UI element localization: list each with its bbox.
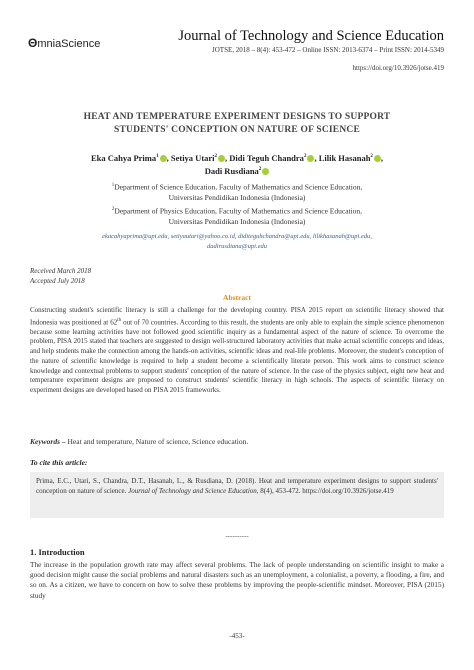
citation-doi-link[interactable]: https://doi.org/10.3926/jotse.419 xyxy=(302,486,394,495)
abstract-heading: Abstract xyxy=(223,293,251,302)
header-doi-link[interactable]: https://doi.org/10.3926/jotse.419 xyxy=(352,64,444,72)
keywords-label: Keywords – xyxy=(30,437,66,446)
logo-text: mniaScience xyxy=(37,38,101,50)
accepted-date: Accepted July 2018 xyxy=(30,276,85,285)
citation-text: Prima, E.C., Utari, S., Chandra, D.T., Hasanah, L., & Rusdiana, D. (2018). Heat and temperature experiment designs to support students' conception on nature of science. Journal of Technology and Science Education, 8(4), 453-472. https://doi.org/10.3926/jotse.419 xyxy=(36,477,438,495)
orcid-icon[interactable] xyxy=(218,155,225,162)
title-line-2: STUDENTS' CONCEPTION ON NATURE OF SCIENCE xyxy=(113,125,360,135)
title-line-1: HEAT AND TEMPERATURE EXPERIMENT DESIGNS TO SUPPORT xyxy=(83,112,391,122)
orcid-icon[interactable] xyxy=(307,155,314,162)
abstract-text: Constructing student's scientific literacy is still a challenge for the developing country. PISA 2015 report on scientific literacy showed that Indonesia was positioned at 62th out of 70 countries. According to this result, the students are only able to explain the simple science phenomenon because some learning activities have not followed good scientific inquiry as a fundamental aspect of the nature of science. To overcome the problem, PISA 2015 stated that teachers are suggested to design well-structured laboratory activities that make actual scientific concepts and ideas, and help students make the connection among the hands-on activities, scientific ideas and real-life problems. Moreover, the student's conception of the nature of scientific knowledge is required to help a student become a scientifically literate person. This work aims to construct science knowledge and contextual problems to support students' conception of the nature of science. In the case of the physics subject, eight new heat and temperature experiment designs are proposed to construct students' scientific literacy in high schools. The aspects of scientific literacy on experiment designs are developed based on PISA 2015 frameworks. xyxy=(30,306,444,394)
affiliation-1: $^1$Department of Science Education, Faculty of Mathematics and Science Education, Universitas Pendidikan Indonesia (Indonesia) xyxy=(111,182,363,202)
author-line-2: Dadi Rusdiana$^2$ xyxy=(40,164,434,177)
author-name: Eka Cahya Prima xyxy=(90,152,157,163)
keywords-text: Heat and temperature, Nature of science, Science education. xyxy=(65,437,249,446)
author-name: Setiya Utari xyxy=(170,152,215,163)
publisher-logo xyxy=(28,36,100,50)
author-list xyxy=(40,151,434,177)
introduction-text: The increase in the population growth rate may affect several problems. The lack of people understanding on scientific insight to make a good decision might cause the social problems and natural disasters such as an unemployment, a colonialist, a poverty, a flooding, a fire, and so on. As a citizen, we have to concern on how to solve these problems by improving the people-scientific mindset. Moreover, PISA (2015) study xyxy=(30,560,444,600)
orcid-icon[interactable] xyxy=(374,155,381,162)
journal-title: Journal of Technology and Science Education xyxy=(178,28,444,44)
received-date: Received March 2018 xyxy=(30,267,92,275)
logo-mark: Θ xyxy=(28,36,38,50)
journal-meta: JOTSE, 2018 – 8(4): 453-472 – Online ISSN: 2013-6374 – Print ISSN: 2014-5349 xyxy=(212,46,444,54)
author-emails[interactable]: ekacahyaprima@upi.edu, setiyautari@yahoo.co.id, diditeguhchandra@upi.edu, lilikhasanah@upi.edu, dadirusdiana@upi.edu xyxy=(102,233,372,250)
keywords xyxy=(30,437,248,446)
paper-title xyxy=(40,111,434,137)
orcid-icon[interactable] xyxy=(262,168,269,175)
author-line-1: Eka Cahya Prima$^1$ , Setiya Utari$^2$ , Didi Teguh Chandra$^2$ , Lilik Hasanah$^2$ , xyxy=(90,152,384,163)
article-dates xyxy=(30,267,91,286)
author-name: Dadi Rusdiana xyxy=(204,165,259,176)
page-number: -453- xyxy=(229,632,245,640)
section-separator: ---------- xyxy=(225,532,249,540)
introduction-heading: 1. Introduction xyxy=(30,547,85,557)
author-name: Lilik Hasanah xyxy=(318,152,371,163)
affiliation-2: $^2$Department of Physics Education, Faculty of Mathematics and Science Education, Universitas Pendidikan Indonesia (Indonesia) xyxy=(111,206,363,226)
cite-heading: To cite this article: xyxy=(30,458,88,467)
citation-box xyxy=(30,472,444,518)
orcid-icon[interactable] xyxy=(160,155,167,162)
author-name: Didi Teguh Chandra xyxy=(229,152,304,163)
